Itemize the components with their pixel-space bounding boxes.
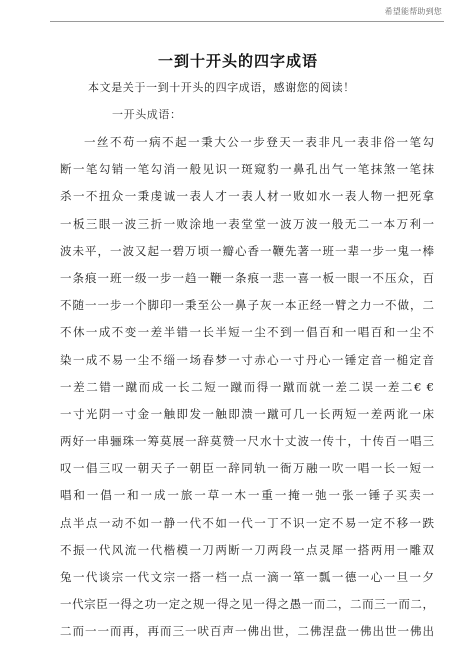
paragraph-line: 不休一成不变一差半错一长半短一尘不到一倡百和一唱百和一尘不 [60,325,434,340]
paragraph-line: 点半点一动不如一静一代不如一代一丁不识一定不易一定不移一跌 [60,515,434,530]
paragraph-line: 二而一一而再，再而三一吠百声一佛出世，二佛涅盘一佛出世一佛出 [60,624,434,639]
paragraph-line: 不随一一步一个脚印一秉至公一鼻子灰一本正经一臂之力一不做，二 [60,298,434,313]
paragraph-line: 断一笔勾销一笔勾消一般见识一斑窥豹一鼻孔出气一笔抹煞一笔抹 [60,162,434,177]
paragraph-line: 不振一代风流一代楷模一刀两断一刀两段一点灵犀一搭两用一雕双 [60,542,434,557]
section-heading: 一开头成语： [112,108,182,121]
paragraph-line: 杀一不扭众一秉虔诚一表人才一表人材一败如水一表人物一把死拿 [60,189,434,204]
paragraph-line: 一丝不苟一病不起一秉大公一步登天一表非凡一表非俗一笔勾 [84,135,434,149]
paragraph-line: 一寸光阴一寸金一触即发一触即溃一蹴可几一长两短一差两讹一床 [60,406,434,421]
paragraph-line: 两好一串骊珠一筹莫展一辞莫赞一尺水十丈波一传十，十传百一唱三 [60,434,434,449]
page-title: 一到十开头的四字成语 [157,52,318,70]
paragraph-line: 兔一代谈宗一代文宗一搭一档一点一滴一箪一瓢一德一心一旦一夕 [60,570,434,584]
paragraph-line: 波未平，一波又起一碧万顷一瓣心香一鞭先著一班一辈一步一鬼一棒 [60,243,434,258]
paragraph-line: 叹一倡三叹一朝天子一朝臣一辞同轨一衙万融一吹一唱一长一短一 [60,461,434,476]
header-divider [50,21,444,22]
paragraph-line: 染一成不易一尘不缁一场春梦一寸赤心一寸丹心一锤定音一槌定音 [60,352,434,367]
paragraph-line: 唱和一倡一和一成一旅一草一木一重一掩一弛一张一锤子买卖一 [60,488,434,503]
paragraph-line: 一板三眼一波三折一败涂地一表堂堂一波万波一般无二一本万利一 [60,216,434,231]
paragraph-line: 一条痕一班一级一步一趋一鞭一条痕一悲一喜一板一眼一不压众，百 [60,270,434,285]
paragraph-line: 一代宗臣一得之功一定之规一得之见一得之愚一而二，二而三一而二， [60,597,434,612]
intro-paragraph: 本文是关于一到十开头的四字成语，感谢您的阅读！ [88,81,355,94]
header-note: 希望能帮助到您 [384,7,442,16]
paragraph-line: 一差二错一蹴而成一长二短一蹴而得一蹴而就一差二误一差二€ € [60,379,434,394]
idiom-list-paragraph [60,129,434,646]
